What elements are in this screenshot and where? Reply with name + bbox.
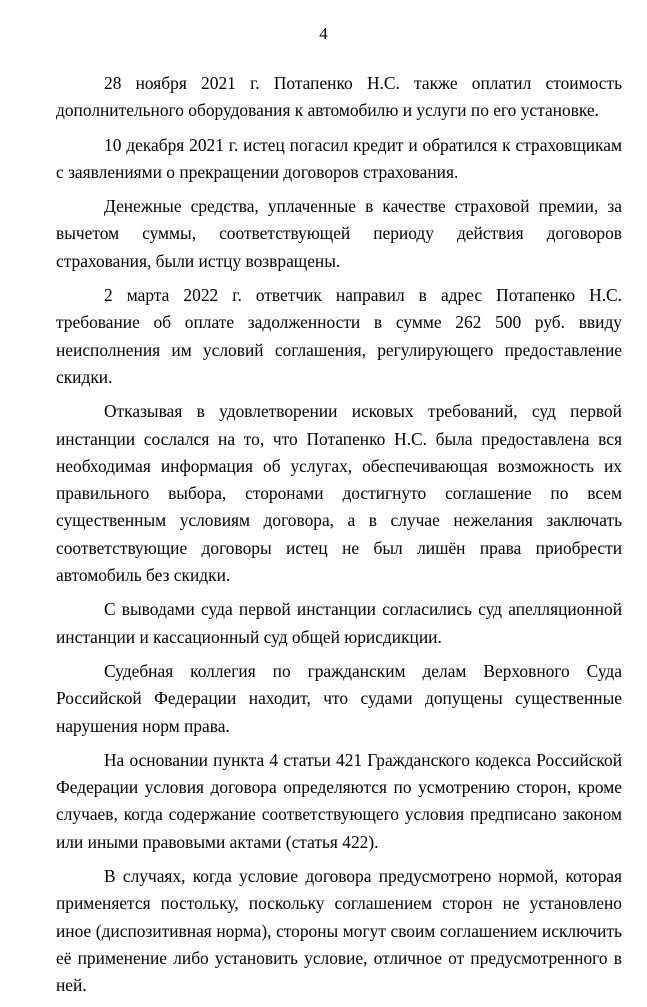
paragraph-3: Денежные средства, уплаченные в качестве страховой премии, за вычетом суммы, соответствующей периоду действия договоров страхования, были истцу возвращены. [56,196,622,271]
paragraph-1: 28 ноября 2021 г. Потапенко Н.С. также оплатил стоимость дополнительного оборудования к автомобилю и услуги по его установке. [56,73,622,121]
paragraph-9: В случаях, когда условие договора предусмотрено нормой, которая применяется постольку, поскольку соглашением сторон не установлено иное (диспозитивная норма), стороны могут своим соглашением исключить её применение либо установить условие, отличное от предусмотренного в ней. [56,866,622,996]
document-body [56,70,622,1007]
paragraph-6: С выводами суда первой инстанции согласились суд апелляционной инстанции и кассационный суд общей юрисдикции. [56,599,622,647]
paragraph-4: 2 марта 2022 г. ответчик направил в адрес Потапенко Н.С. требование об оплате задолженности в сумме 262 500 руб. ввиду неисполнения им условий соглашения, регулирующего предоставление скидки. [56,285,622,387]
paragraph-7: Судебная коллегия по гражданским делам Верховного Суда Российской Федерации находит, что судами допущены существенные нарушения норм права. [56,660,622,736]
paragraph-2: 10 декабря 2021 г. истец погасил кредит и обратился к страховщикам с заявлениями о прекращении договоров страхования. [56,134,622,182]
page-number: 4 [319,24,328,43]
paragraph-5: Отказывая в удовлетворении исковых требований, суд первой инстанции сослался на то, что Потапенко Н.С. была предоставлена вся необходимая информация об услугах, обеспечивающая возможность их правильного выбора, сторонами достигнуто соглашение по всем существенным условиям договора, а в случае нежелания заключать соответствующие договоры истец не был лишён права приобрести автомобиль без скидки. [56,401,622,586]
paragraph-8: На основании пункта 4 статьи 421 Гражданского кодекса Российской Федерации условия договора определяются по усмотрению сторон, кроме случаев, когда содержание соответствующего условия предписано законом или иными правовыми актами (статья 422). [56,749,622,852]
